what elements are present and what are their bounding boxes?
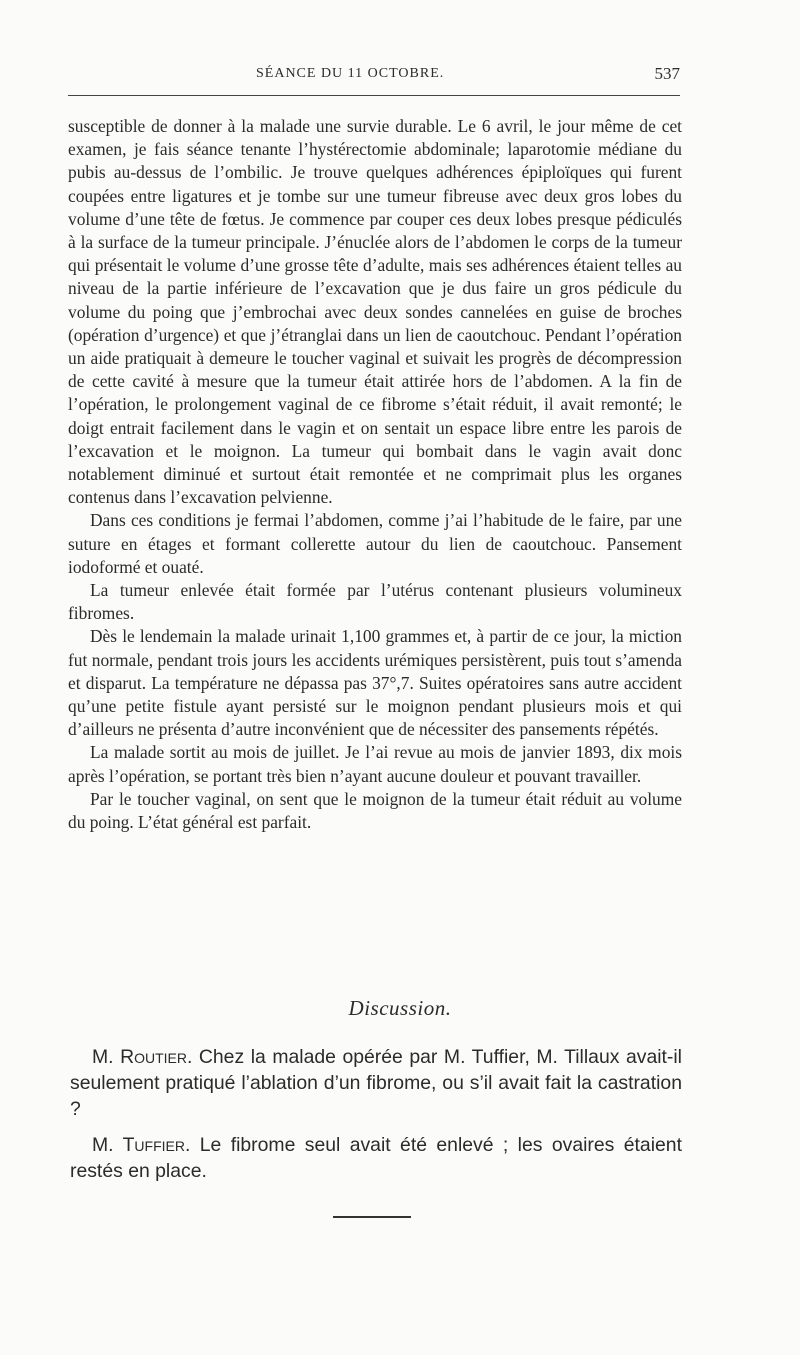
discussion-text: Le fibrome seul avait été enlevé ; les ovaires étaient restés en place.	[70, 1134, 682, 1182]
discussion-entry-routier	[70, 1044, 682, 1122]
page-header	[68, 62, 680, 88]
paragraph: susceptible de donner à la malade une survie durable. Le 6 avril, le jour même de cet examen, je fais séance tenante l’hystérectomie abdominale; laparotomie médiane du pubis au-dessus de l’ombilic. Je trouve quelques adhérences épiploïques qui furent coupées entre ligatures et je tombe sur une tumeur fibreuse avec deux gros lobes du volume d’une tête de fœtus. Je commence par couper ces deux lobes presque pédiculés à la surface de la tumeur principale. J’énuclée alors de l’abdomen le corps de la tumeur qui présentait le volume d’une grosse tête d’adulte, mais ses adhérences étaient telles au niveau de la partie inférieure de l’excavation que je dus faire un gros pédicule du volume du poing que j’embrochai avec deux sondes cannelées en guise de broches (opération d’urgence) et que j’étranglai dans un lien de caoutchouc. Pendant l’opération un aide pratiquait à demeure le toucher vaginal et suivait les progrès de décompression de cette cavité à mesure que la tumeur était attirée hors de l’abdomen. A la fin de l’opération, le prolongement vaginal de ce fibrome s’était réduit, il avait remonté; le doigt entrait facilement dans le vagin et on sentait un espace libre entre les parois de l’excavation et le moignon. La tumeur qui bombait dans le vagin avait donc notablement diminué et surtout était remontée et ne comprimait plus les organes contenus dans l’excavation pelvienne.	[68, 116, 682, 508]
speaker-name: M. Routier.	[92, 1046, 193, 1068]
speaker-name: M. Tuffier.	[92, 1134, 191, 1156]
paragraph: Dans ces conditions je fermai l’abdomen, comme j’ai l’habitude de le faire, par une suture en étages et formant collerette autour du lien de caoutchouc. Pansement iodoformé et ouaté.	[68, 510, 682, 577]
discussion-text: Chez la malade opérée par M. Tuffier, M. Tillaux avait-il seulement pratiqué l’ablation d’un fibrome, ou s’il avait fait la castration ?	[70, 1046, 682, 1120]
paragraph: Dès le lendemain la malade urinait 1,100 grammes et, à partir de ce jour, la miction fut normale, pendant trois jours les accidents urémiques persistèrent, puis tout s’amenda et disparut. La température ne dépassa pas 37°,7. Suites opératoires sans autre accident qu’une petite fistule ayant persisté sur le moignon pendant plusieurs mois et qui d’ailleurs ne présenta d’autre inconvénient que de nécessiter des pansements répétés.	[68, 626, 682, 740]
paragraph: La tumeur enlevée était formée par l’utérus contenant plusieurs volumineux fibromes.	[68, 580, 682, 624]
running-head	[256, 66, 444, 82]
paragraph: Par le toucher vaginal, on sent que le moignon de la tumeur était réduit au volume du poing. L’état général est parfait.	[68, 788, 682, 833]
page-number: 537	[654, 64, 680, 83]
end-rule	[333, 1216, 411, 1218]
body-text	[68, 115, 682, 834]
running-head-day: 11	[347, 66, 364, 81]
header-rule	[68, 95, 680, 96]
paragraph: La malade sortit au mois de juillet. Je l’ai revue au mois de janvier 1893, dix mois après l’opération, se portant très bien n’ayant aucune douleur et pouvant travailler.	[68, 742, 682, 786]
section-title: Discussion.	[348, 996, 452, 1020]
running-head-prefix: SÉANCE DU	[256, 66, 348, 81]
discussion	[70, 1044, 682, 1194]
discussion-entry-tuffier	[70, 1132, 682, 1184]
running-head-month: OCTOBRE.	[363, 66, 445, 81]
